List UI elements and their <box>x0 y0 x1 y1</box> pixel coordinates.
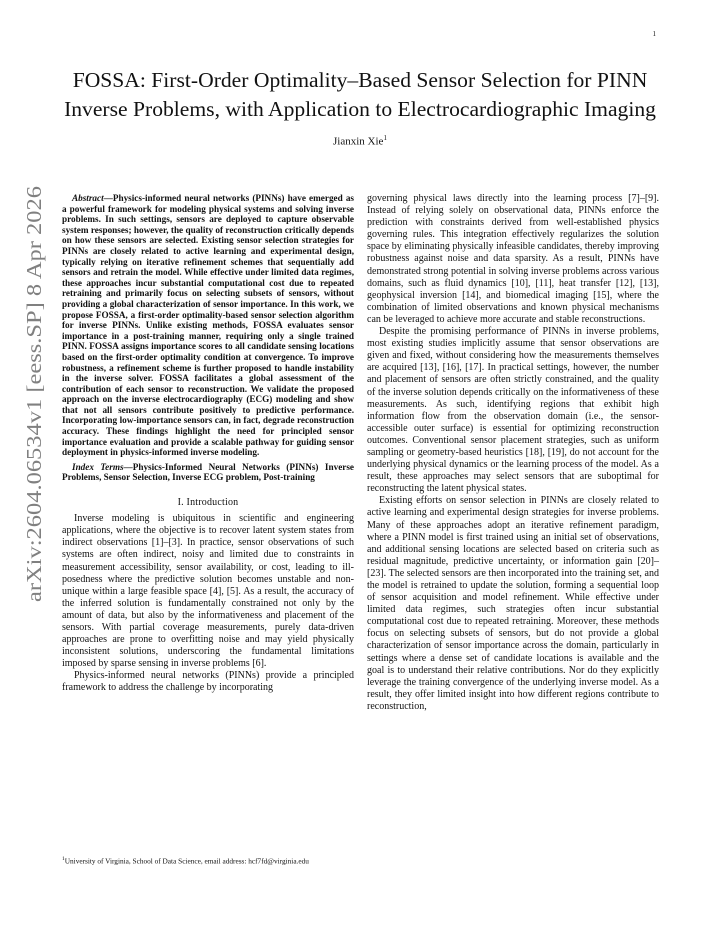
body-paragraph: Despite the promising performance of PINNs in inverse problems, most existing studies implicitly assume that sensor observations are given and fixed, without considering how the measurements themselves are acquired [13], [16], [17]. In practical settings, however, the number and placement of sensors are often strictly constrained, and the quality of the inverse solution depends critically on the informativeness of these measurements. As such, identifying regions that exhibit high information flow from the observation domain (i.e., the sensor-accessible outer surface) is essential for optimizing reconstruction outcomes. Conventional sensor placement strategies, such as uniform sampling or geometry-based heuristics [18], [19], do not account for the underlying physical dynamics or the learning process of the model. As a result, these approaches may select sensors that are suboptimal for reconstructing the latent physical states. <box>367 326 659 495</box>
body-paragraph: governing physical laws directly into the learning process [7]–[9]. Instead of relying solely on observational data, PINNs enforce the prediction with constraints derived from well-established physics governing rules. This integration effectively regularizes the solution space by eliminating physically infeasible candidates, thereby improving robustness against noise and data sparsity. As a result, PINNs have demonstrated strong potential in solving inverse problems across various domains, such as fluid dynamics [10], [11], heat transfer [12], [13], geophysical inversion [14], and biomedical imaging [15], where the combination of limited observations and known physical mechanisms can be leveraged to achieve more accurate and stable reconstructions. <box>367 193 659 325</box>
abstract-lead: Abstract <box>72 193 104 203</box>
page-number: 1 <box>652 30 656 38</box>
arxiv-identifier-stamp <box>14 184 52 604</box>
arxiv-identifier-graphic <box>14 184 52 604</box>
body-paragraph: Existing efforts on sensor selection in PINNs are closely related to active learning and experimental design strategies for inverse problems. Many of these approaches adopt an iterative refinement paradigm, where a PINN model is first trained using an initial set of observations, and additional sensing locations are selected based on criteria such as residual magnitude, predictive uncertainty, or information gain [20]–[23]. The selected sensors are then incorporated into the training set, and the model is retrained to update the solution, forming a sequential loop of sensor acquisition and model refinement. While effective under limited data regimes, such strategies often incur substantial computational cost due to repeated retraining. Moreover, these methods focus on selecting subsets of sensors, but do not provide a global characterization of sensor importance across the domain, particularly in settings where a dense set of candidate locations is available and the goal is to understand their relative contributions. Nor do they explicitly leverage the training convergence of the underlying inverse model. As a result, they offer limited insight into how different regions contribute to reconstruction, <box>367 495 659 712</box>
body-paragraph: Physics-informed neural networks (PINNs) provide a principled framework to address the challenge by incorporating <box>62 670 354 694</box>
title-block <box>60 66 660 148</box>
index-terms-text: —Physics-Informed Neural Networks (PINNs) Inverse Problems, Sensor Selection, Inverse ECG problem, Post-training <box>62 461 354 483</box>
footnote-text: University of Virginia, School of Data Science, email address: hcf7fd@virginia.edu <box>64 856 309 866</box>
paper-title-line-2: Inverse Problems, with Application to Electrocardiographic Imaging <box>64 97 656 121</box>
right-column <box>367 193 659 713</box>
index-terms-lead: Index Terms <box>72 461 124 472</box>
author-affiliation-mark: 1 <box>383 134 387 142</box>
footnote-mark: 1 <box>62 856 65 862</box>
left-column <box>62 193 354 695</box>
author-name: Jianxin Xie <box>333 135 384 148</box>
arxiv-identifier-text: arXiv:2604.06534v1 [eess.SP] 8 Apr 2026 <box>22 245 46 602</box>
paper-title <box>60 66 660 124</box>
footnote <box>62 855 354 866</box>
paper-title-line-1: FOSSA: First-Order Optimality–Based Sensor Selection for PINN <box>72 68 648 92</box>
abstract <box>62 193 354 458</box>
section-heading-introduction: I. Introduction <box>177 497 239 509</box>
index-terms <box>62 462 354 483</box>
body-paragraph: Inverse modeling is ubiquitous in scientific and engineering applications, where the objective is to recover latent system states from indirect observations [1]–[3]. In practice, sensor observations of such systems are often indirect, noisy and limited due to constraints in measurement accessibility, sensor availability, or cost, leading to ill-posedness where the predictive solution becomes unstable and non-unique within a large feasible space [4], [5]. As a result, the accuracy of the inferred solution is fundamentally constrained not only by the amount of data, but also by the informativeness and placement of the sensors. With partial coverage measurements, purely data-driven approaches are prone to overfitting noise and may yield physically inconsistent solutions, underscoring the fundamental limitations imposed by sparse sensing in inverse problems [6]. <box>62 513 354 670</box>
abstract-text: —Physics-informed neural networks (PINNs) have emerged as a powerful framework for modeling physical systems and solving inverse problems. In such settings, sensors are deployed to capture observable system responses; however, the quality of reconstruction critically depends on how these sensors are selected. Existing sensor selection strategies for PINNs are closely related to active learning and experimental design, typically relying on iterative refinement schemes that sequentially add sensors and retrain the model. While effective under limited data regimes, these approaches incur substantial computational cost due to repeated retraining and primarily focus on selecting subsets of sensors, without providing a global characterization of sensor importance. In this work, we propose FOSSA, a first-order optimality-based sensor selection algorithm for inverse PINNs. Unlike existing methods, FOSSA evaluates sensor importance in a post-training manner, requiring only a single trained PINN. FOSSA assigns importance scores to all candidate sensing locations based on the first-order optimality condition at convergence. To improve robustness, a refinement scheme is further proposed to handle instability in the inverse solver. FOSSA facilitates a global assessment of the contribution of each sensor to reconstruction. We validate the proposed approach on the inverse electrocardiography (ECG) modeling and show that not all sensors contribute positively to predictive performance. Incorporating low-importance sensors can, in fact, degrade reconstruction accuracy. These findings highlight the need for principled sensor importance evaluation and provide a scalable pathway for guiding sensor deployment in physics-informed inverse modeling. <box>62 193 354 458</box>
author-line <box>60 134 660 148</box>
